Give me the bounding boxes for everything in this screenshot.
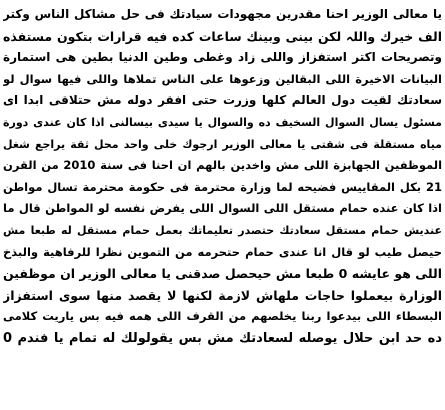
text-line-9: 21 بكل المقاييس فضيحه لما وزارة محترمة فى حكومة محترمة تسال مواطن [3, 179, 442, 194]
text-line-10: اذا كان عنده حمام مستقل اللى السوال اللى يفرض نفسه لو المواطن قال ما [3, 201, 442, 216]
text-line-7: مياه مستقلة فى شقتى يا معالى الوزير ارجوك خلى واحد محل ثقة يراجع شغل [3, 137, 442, 151]
text-line-8: الموظفين الجهابزة اللى مش واخدين بالهم ان احنا فى سنة 2010 من القرن [3, 158, 442, 173]
text-line-4: البيانات الاخيرة اللى البقالين وزعوها على الناس تملاها واللى فيها سوال لو [3, 71, 442, 86]
text-line-13: اللى هو عايشه 0 طبعا مش حيحصل صدقنى يا معالى الوزير ان موظفين [3, 266, 442, 282]
text-line-16: ده حد ابن حلال يوصله لسعادتك مش بس يقولولك له تمام يا فندم 0 [3, 330, 442, 346]
text-line-12: حيصل طيب لو قال انا عندى حمام حتحرمه من التموين نظرا للرفاهية والبذخ [3, 244, 442, 259]
text-line-1: يا معالى الوزير احنا مقدرين مجهودات سيادتك فى حل مشاكل الناس وكتر [3, 7, 442, 21]
text-line-11: عنديش حمام مستقل سعادتك حتصدر تعليماتك بعمل حمام مستقل له طبعا مش [3, 223, 442, 237]
text-line-6: مسئول يسال السوال السخيف ده والسوال يا سيدى بيسالنى اذا كان عندى دورة [3, 115, 442, 129]
text-line-2: الف خيرك واللہ لكن بينى وبينك ساعات كده فيه قرارات بتكون مستفذه [3, 28, 442, 44]
text-line-15: البسطاء اللى بيدعوا ربنا يخلصهم من القرف اللى همه فيه بس ياريت كلامى [3, 309, 442, 324]
text-line-5: سعادتك لقيت دول العالم كلها وزرت حتى افقر دوله مش حتلاقى ابدا اى [3, 93, 442, 108]
text-line-3: وتصريحات اكتر استفزاز واللى زاد وغطى وطين الدنيا بطين هى استمارة [3, 50, 442, 65]
text-line-14: الوزارة بيعملوا حاجات ملهاش لازمة لكنها لا يقصد منها سوى استفزاز [3, 287, 442, 303]
